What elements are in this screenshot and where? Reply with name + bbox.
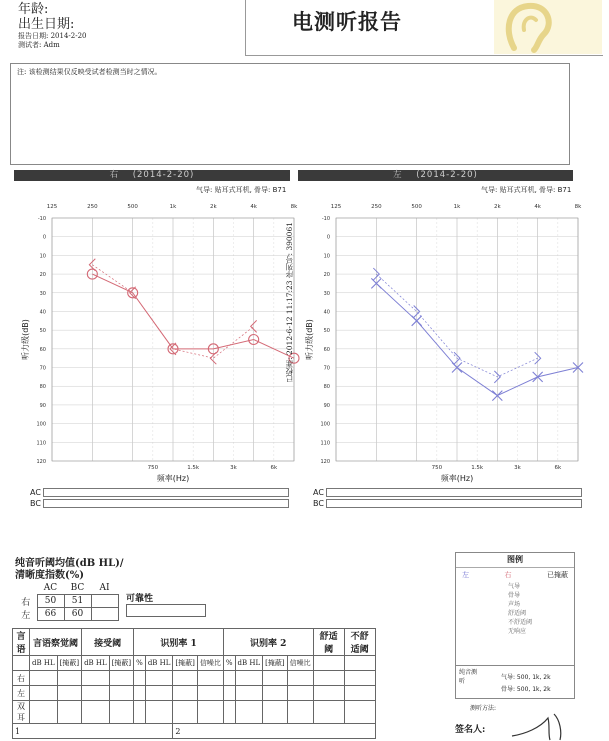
pta-title-2: 清晰度指数(%) xyxy=(15,570,84,581)
y-tick: 0 xyxy=(42,234,46,241)
pta-section xyxy=(15,558,124,621)
ac-label: AC xyxy=(30,488,41,497)
speech-sub: dB HL xyxy=(145,656,173,671)
left-acbc xyxy=(313,487,582,509)
signature-scribble xyxy=(510,706,570,741)
speech-sub: % xyxy=(223,656,235,671)
speech-h6: 舒适阈 xyxy=(313,629,344,656)
pure-tone-air: 气导: 500, 1k, 2k xyxy=(501,674,551,681)
pure-tone-bone: 骨导: 500, 1k, 2k xyxy=(501,686,551,693)
legend-item: 不舒适阈 xyxy=(508,619,533,626)
x-top-tick: 250 xyxy=(87,204,98,210)
speech-sub: dB HL xyxy=(235,656,263,671)
y-tick: 60 xyxy=(39,346,46,353)
speech-sub: [掩蔽] xyxy=(173,656,197,671)
x-bottom-tick: 750 xyxy=(147,465,159,471)
speech-sub: dB HL xyxy=(82,656,110,671)
bc-box xyxy=(326,499,582,508)
pta-value xyxy=(91,595,118,608)
ac-box xyxy=(326,488,582,497)
note-box xyxy=(10,63,570,165)
x-top-tick: 8k xyxy=(574,204,582,210)
y-tick: 10 xyxy=(323,253,330,260)
age-label: 年龄: xyxy=(18,2,49,17)
speech-sub: [掩蔽] xyxy=(263,656,287,671)
x-top-tick: 1k xyxy=(169,204,177,210)
pta-table xyxy=(15,582,119,621)
y-axis-label: 听力级(dB) xyxy=(21,319,30,360)
y-tick: 40 xyxy=(39,309,46,316)
y-tick: 20 xyxy=(323,272,330,279)
y-tick: 100 xyxy=(320,421,330,428)
y-tick: 80 xyxy=(39,384,46,391)
pta-side: 右 xyxy=(21,597,31,608)
pta-side: 左 xyxy=(21,610,31,621)
patient-info xyxy=(18,2,87,50)
ac-label: AC xyxy=(313,488,324,497)
y-tick: 0 xyxy=(326,234,330,241)
y-tick: 70 xyxy=(39,365,46,372)
bc-label: BC xyxy=(313,499,324,508)
y-tick: 120 xyxy=(36,459,46,465)
speech-h7: 不舒适阈 xyxy=(344,629,375,656)
right-chart-bar xyxy=(14,170,290,181)
speech-table xyxy=(12,628,376,739)
ear-logo xyxy=(494,0,602,54)
x-bottom-tick: 6k xyxy=(554,465,562,471)
pure-tone-box xyxy=(455,664,575,699)
speech-h2: 言语察觉阈 xyxy=(30,629,82,656)
speech-row-label: 左 xyxy=(13,686,30,701)
y-tick: 110 xyxy=(36,440,46,447)
x-top-tick: 125 xyxy=(330,204,342,210)
y-tick: 20 xyxy=(39,272,46,279)
right-bar-label: 右 xyxy=(109,170,120,180)
reliability-box xyxy=(126,604,206,617)
x-top-tick: 2k xyxy=(209,204,217,210)
x-bottom-tick: 3k xyxy=(230,465,237,471)
speech-h4: 识别率 1 xyxy=(134,629,224,656)
legend-item: 骨导 xyxy=(508,592,521,599)
calibration-text: 已校准: 2012-6-12 11:17:23 序列号: 390061 xyxy=(285,222,294,383)
left-bar-date: (2014-2-20) xyxy=(416,170,478,180)
x-top-tick: 2k xyxy=(493,204,501,210)
y-tick: 100 xyxy=(36,421,46,428)
y-tick: 30 xyxy=(39,290,46,297)
reliability-label: 可靠性 xyxy=(126,594,154,604)
pure-tone-label: 纯音测听 xyxy=(459,669,478,685)
ac-box xyxy=(43,488,289,497)
pta-head-bc: BC xyxy=(70,583,85,593)
pta-head-ai: AI xyxy=(99,583,110,593)
speech-sub: [掩蔽] xyxy=(57,656,81,671)
x-bottom-tick: 1.5k xyxy=(187,465,200,471)
left-chart-bar xyxy=(298,170,573,181)
x-top-tick: 500 xyxy=(127,204,138,210)
speech-h5: 识别率 2 xyxy=(223,629,313,656)
signature-label: 签名人: xyxy=(455,725,486,735)
y-tick: 110 xyxy=(320,440,330,447)
x-top-tick: 500 xyxy=(411,204,422,210)
speech-sub: % xyxy=(134,656,146,671)
speech-row-label: 右 xyxy=(13,671,30,686)
legend-item: 无响应 xyxy=(508,628,527,635)
legend-title: 图例 xyxy=(456,553,574,568)
tester: 测试者: Adm xyxy=(18,41,60,49)
speech-sub: dB HL xyxy=(30,656,58,671)
y-tick: 50 xyxy=(323,328,330,335)
y-tick: -10 xyxy=(37,216,46,222)
speech-foot-1: 1 xyxy=(13,724,173,739)
y-tick: 120 xyxy=(320,459,330,465)
y-tick: 10 xyxy=(39,253,46,260)
legend-left: 左 xyxy=(462,571,469,579)
left-conduction: 气导: 贴耳式耳机, 骨导: B71 xyxy=(481,186,572,194)
y-tick: 60 xyxy=(323,346,330,353)
ear-icon xyxy=(494,0,602,54)
legend xyxy=(455,552,575,666)
left-bar-label: 左 xyxy=(393,170,403,180)
speech-sub: 信噪比 xyxy=(197,656,223,671)
dob-label: 出生日期: xyxy=(18,17,75,32)
calibration-stamp xyxy=(284,222,296,422)
x-top-tick: 125 xyxy=(46,204,58,210)
x-axis-label: 频率(Hz) xyxy=(440,474,474,483)
x-top-tick: 250 xyxy=(371,204,382,210)
y-axis-label: 听力级(dB) xyxy=(305,319,314,360)
x-bottom-tick: 1.5k xyxy=(471,465,484,471)
speech-h3: 接受阈 xyxy=(82,629,134,656)
x-top-tick: 4k xyxy=(534,204,542,210)
legend-item: 声场 xyxy=(508,601,521,608)
y-tick: 50 xyxy=(39,328,46,335)
pta-value xyxy=(91,608,118,621)
x-top-tick: 8k xyxy=(290,204,298,210)
page-title: 电测听报告 xyxy=(292,9,402,34)
x-top-tick: 4k xyxy=(250,204,258,210)
bc-label: BC xyxy=(30,499,41,508)
y-tick: 90 xyxy=(39,402,46,409)
pta-value: 60 xyxy=(64,608,91,621)
speech-row-label: 双耳 xyxy=(13,701,30,724)
pta-value: 51 xyxy=(64,595,91,608)
right-acbc xyxy=(30,487,289,509)
pta-value: 66 xyxy=(37,608,64,621)
y-tick: 90 xyxy=(323,402,330,409)
right-ear-audiogram xyxy=(0,195,300,490)
y-tick: -10 xyxy=(321,216,330,222)
pta-head-ac: AC xyxy=(43,583,58,593)
x-bottom-tick: 750 xyxy=(431,465,443,471)
y-tick: 40 xyxy=(323,309,330,316)
x-bottom-tick: 6k xyxy=(270,465,278,471)
x-axis-label: 频率(Hz) xyxy=(156,474,190,483)
speech-foot-2: 2 xyxy=(173,724,375,739)
speech-sub: 信噪比 xyxy=(287,656,313,671)
x-bottom-tick: 3k xyxy=(514,465,521,471)
method-label: 测听方法: xyxy=(470,705,497,712)
y-tick: 70 xyxy=(323,365,330,372)
legend-masked: 已掩蔽 xyxy=(547,571,568,579)
pta-value: 50 xyxy=(37,595,64,608)
left-ear-audiogram xyxy=(300,195,600,490)
report-date: 报告日期: 2014-2-20 xyxy=(18,32,87,40)
speech-sub: [掩蔽] xyxy=(109,656,133,671)
pta-title-1: 纯音听阈均值(dB HL)/ xyxy=(15,558,124,569)
note-text: 注: 该检测结果仅反映受试者检测当时之情况。 xyxy=(17,68,162,76)
y-tick: 30 xyxy=(323,290,330,297)
bc-box xyxy=(43,499,289,508)
right-conduction: 气导: 贴耳式耳机, 骨导: B71 xyxy=(196,186,287,194)
right-bar-date: (2014-2-20) xyxy=(132,170,195,180)
y-tick: 80 xyxy=(323,384,330,391)
x-top-tick: 1k xyxy=(453,204,461,210)
legend-item: 气导 xyxy=(508,583,521,590)
legend-item: 舒适阈 xyxy=(508,610,527,617)
legend-right: 右 xyxy=(504,571,512,579)
speech-h1: 言语 xyxy=(13,629,30,656)
